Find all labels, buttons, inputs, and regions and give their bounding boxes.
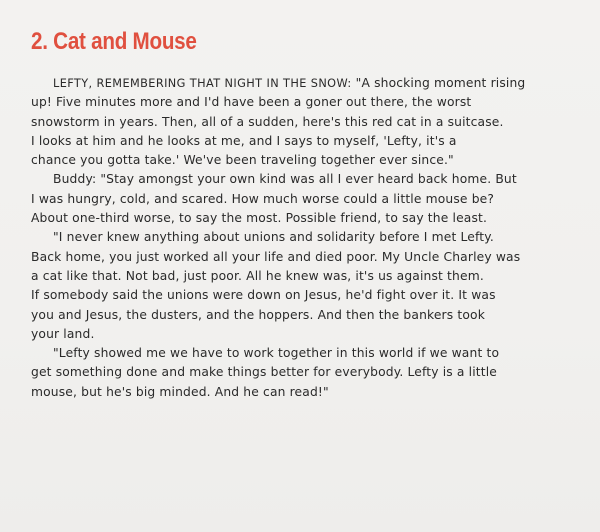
text-line: "Lefty showed me we have to work together in this world if we want to xyxy=(53,346,500,361)
paragraph xyxy=(31,344,576,402)
text-line: Back home, you just worked all your life and died poor. My Uncle Charley was xyxy=(31,249,521,264)
text-line: a cat like that. Not bad, just poor. All he knew was, it's us against them. xyxy=(31,268,484,283)
text-line: If somebody said the unions were down on Jesus, he'd fight over it. It was xyxy=(31,288,496,303)
text-line: Buddy: "Stay amongst your own kind was all I ever heard back home. But xyxy=(53,172,517,187)
text-line: chance you gotta take.' We've been traveling together ever since." xyxy=(31,153,454,168)
text-line xyxy=(31,74,576,93)
text-line: I looks at him and he looks at me, and I says to myself, 'Lefty, it's a xyxy=(31,133,457,148)
paragraph xyxy=(31,170,576,228)
text-line: your land. xyxy=(31,326,95,341)
text-line: "I never knew anything about unions and solidarity before I met Lefty. xyxy=(53,230,494,245)
text-line: up! Five minutes more and I'd have been a goner out there, the worst xyxy=(31,95,472,110)
text-line: I was hungry, cold, and scared. How much worse could a little mouse be? xyxy=(31,191,495,206)
paragraph xyxy=(31,74,576,170)
text-line: you and Jesus, the dusters, and the hoppers. And then the bankers took xyxy=(31,307,485,322)
speaker-lead: LEFTY, REMEMBERING THAT NIGHT IN THE SNOW: xyxy=(53,77,352,90)
text-line: snowstorm in years. Then, all of a sudden, here's this red cat in a suitcase. xyxy=(31,114,504,129)
text-line: mouse, but he's big minded. And he can read!" xyxy=(31,384,329,399)
text-line: get something done and make things better for everybody. Lefty is a little xyxy=(31,365,498,380)
chapter-title: 2. Cat and Mouse xyxy=(31,28,197,55)
paragraph xyxy=(31,228,576,344)
text-run: "A shocking moment rising xyxy=(351,76,526,90)
chapter-body xyxy=(31,74,576,402)
text-line: About one-third worse, to say the most. Possible friend, to say the least. xyxy=(31,211,488,226)
